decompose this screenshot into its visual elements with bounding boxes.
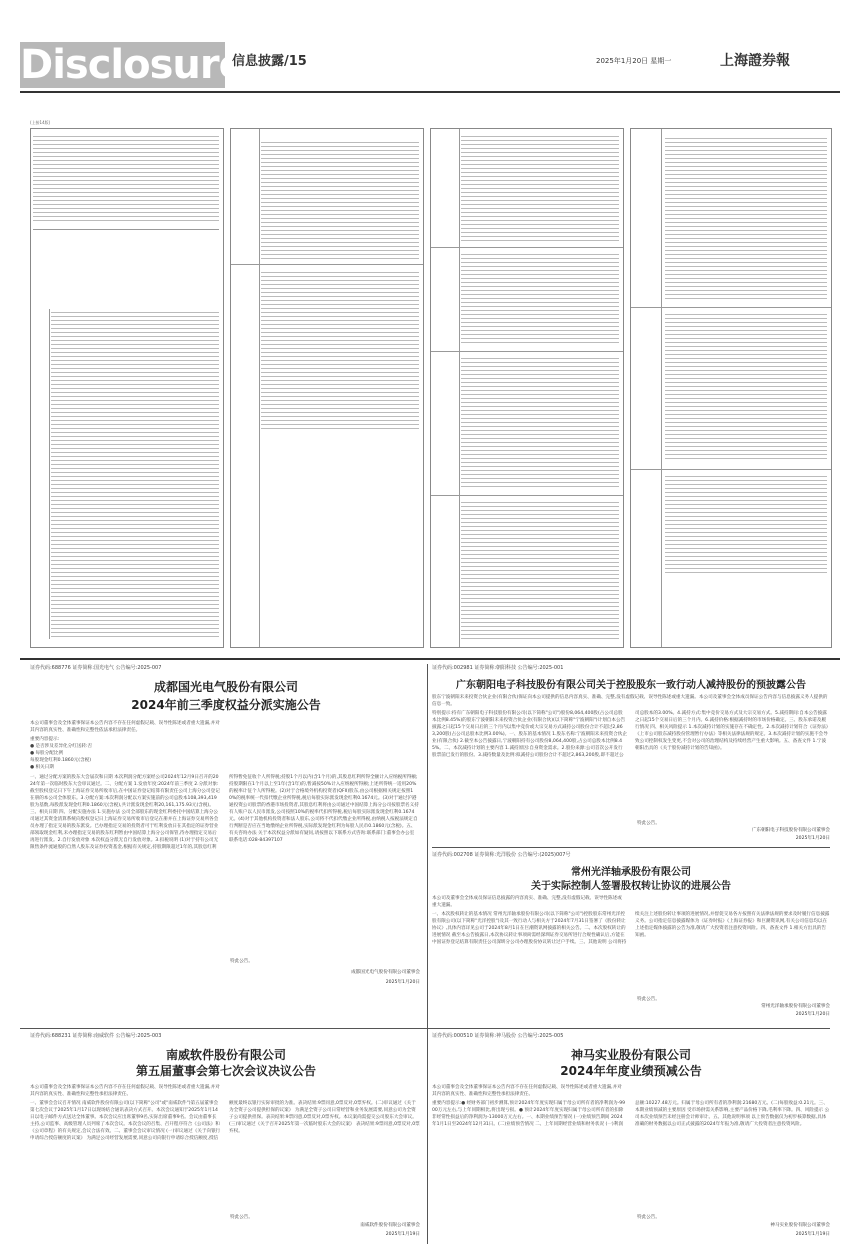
- table-column-2: [230, 128, 424, 648]
- announcement-chaoyang: [432, 664, 830, 844]
- column-divider: [427, 664, 428, 1244]
- announcement-subtitle: 2024年年度业绩预减公告: [560, 1064, 702, 1078]
- masthead-rule: [20, 91, 840, 93]
- announcement-title: 成都国光电气股份有限公司: [153, 680, 298, 694]
- announcement-body: 一、通过分配方案的股东大会届次和日期 本次利润分配方案经公司2024年12月9日召开的2024年第一次临时股东大会审议通过。二、分配方案 1.发放年度:2024年前三季度 2.分派对象:截至股权登记日下午上海证券交易所收市后,在中国证券登记结算有限责任公司上海分公司登记在册的本公司全体股东。3.分配方案:本次利润分配以方案实施前的公司总股本108,393,419股为基数,每股派发现金红利0.1860元(含税),共计派发现金红利20,161,175.93元(含税)。三、相关日期 四、分配实施办法 1.实施办法 公司全部股东的现金红利委托中国结算上海分公司通过其资金清算系统向股权登记日上海证券交易所收市后登记在册并在上海证券交易所各会员办理了指定交易的股东派发。已办理指定交易的投资者可于红利发放日在其指定的证券营业部领取现金红利,未办理指定交易的股东红利暂由中国结算上海分公司保管,待办理指定交易后再进行派发。2.自行发放对象 本次权益分派无自行发放对象。3.扣税说明 (1)对于持有公司无限售条件流通股的自然人股东及证券投资基金,根据有关规定,持股期限超过1年的,其股息红利所得暂免征收个人所得税;持股1个月以内(含1个月)的,其股息红利所得全额计入应纳税所得额;持股期限在1个月以上至1年(含1年)的,暂减按50%计入应纳税所得额;上述所得统一适用20%的税率计征个人所得税。(2)对于合格境外机构投资者(QFII)股东,由公司根据相关规定按照10%的税率统一代扣代缴企业所得税,税后每股实际派发现金红利0.1674元。(3)对于通过沪港通投资公司股票的香港市场投资者,其股息红利将由公司通过中国结算上海分公司按股票名义持有人账户以人民币派发,公司按照10%的税率代扣所得税,税后每股实际派发现金红利0.1674元。(4)对于其他机构投资者和法人股东,公司将不代扣代缴企业所得税,由纳税人按税法规定自行判断是否应在当地缴纳企业所得税,实际派发现金红利为每股人民币0.1860元(含税)。五、有关咨询办法 关于本次权益分派如有疑问,请按照以下联系方式咨询:联系部门:董事会办公室 联系电话:028-84397107: [30, 775, 419, 850]
- announcement-intro: 股东宁波朝阳未来投资合伙企业(有限合伙)保证向本公司提供的信息内容真实、准确、完整,没有虚假记载、误导性陈述或重大遗漏。本公司及董事会全体成员保证公告内容与信息披露义务人提供的信息一致。: [432, 695, 828, 707]
- announcement-body: 重要内容提示:● 经财务部门初步测算,预计2024年年度实现归属于母公司所有者的净利润为-9900万元左右,与上年同期相比,将出现亏损。● 预计2024年年度实现归属于母公司所有者的扣除非经常性损益后的净利润为-13000万元左右。一、本期业绩预告情况 (一)业绩预告期间 2024年1月1日至2024年12月31日。(二)业绩预告情况 二、上年同期经营业绩和财务状况 (一)利润总额:10227.48万元。归属于母公司所有者的净利润:21680万元。(二)每股收益:0.21元。三、本期业绩预减的主要原因 受市场供需关系影响,主要产品价格下降,毛利率下降。四、风险提示 公司本次业绩预告未经注册会计师审计。五、其他说明事项 以上预告数据仅为初步核算数据,具体准确的财务数据以公司正式披露的2024年年报为准,敬请广大投资者注意投资风险。: [432, 1101, 830, 1127]
- announcement-header: 证券代码:688776 证券简称:国光电气 公告编号:2025-007: [30, 665, 162, 671]
- signer: 广东朝阳电子科技股份有限公司董事会: [751, 828, 830, 833]
- newspaper-brand: 上海證券報: [720, 53, 790, 69]
- closing: 特此公告。: [230, 1215, 253, 1220]
- section-divider: [20, 658, 840, 660]
- announcement-body: 特别提示:持有广东朝阳电子科技股份有限公司(以下简称"公司")股份8,064,400股(占公司总股本比例8.45%)的股东宁波朝阳未来投资合伙企业(有限合伙)(以下简称"宁波朝阳")计划自本公告披露之日起15个交易日后的三个月内以集中竞价或大宗交易方式减持公司股份合计不超过2,863,200股(占公司总股本比例3.00%)。一、股东的基本情况 1.股东名称:宁波朝阳未来投资合伙企业(有限合伙) 2.截至本公告披露日,宁波朝阳持有公司股份8,064,400股,占公司总股本比例8.45%。二、本次减持计划的主要内容 1.减持原因:自身资金需求。2.股份来源:公司首次公开发行股票前已发行的股份。3.减持数量及比例:拟减持公司股份合计不超过2,863,200股,即不超过公司总股本的3.00%。4.减持方式:集中竞价交易方式及大宗交易方式。5.减持期间:自本公告披露之日起15个交易日后的三个月内。6.减持价格:根据减持时的市场价格确定。三、股东承诺及履行情况 四、相关风险提示 1.本次减持计划的实施存在不确定性。2.本次减持计划符合《证券法》《上市公司股东减持股份管理暂行办法》等相关法律法规的规定。3.本次减持计划的实施不会导致公司控制权发生变更,不会对公司的治理结构及持续经营产生重大影响。五、备查文件 1.宁波朝阳出具的《关于股份减持计划的告知函》。: [432, 711, 829, 758]
- continued-table-region: [30, 120, 830, 650]
- announcement-header: 证券代码:688231 证券简称:南威软件 公告编号:2025-003: [30, 1033, 162, 1039]
- announcement-intro: 本公司董事会及全体董事保证本公告内容不存在任何虚假记载、误导性陈述或者重大遗漏,并对其内容的真实性、准确性和完整性承担法律责任。: [432, 1085, 622, 1097]
- announcement-intro: 本公司董事会及全体董事保证本公告内容不存在任何虚假记载、误导性陈述或者重大遗漏,并对其内容的真实性、准确性和完整性依法承担法律责任。: [30, 721, 220, 733]
- announcement-header: 证券代码:000510 证券简称:神马股份 公告编号:2025-005: [432, 1033, 564, 1039]
- signer: 南威软件股份有限公司董事会: [360, 1223, 420, 1228]
- table-column-1: [30, 128, 224, 648]
- signer: 成都国光电气股份有限公司董事会: [351, 970, 420, 975]
- announcement-header: 证券代码:002981 证券简称:朝阳科技 公告编号:2025-001: [432, 665, 564, 671]
- announcement-header: 证券代码:002708 证券简称:光洋股份 公告编号:(2025)007号: [432, 852, 571, 858]
- key-item: ● 是否涉及差异化分红送转:否: [30, 744, 93, 749]
- announcement-intro: 本公司及董事会全体成员保证信息披露的内容真实、准确、完整,没有虚假记载、误导性陈述或重大遗漏。: [432, 896, 622, 908]
- announcement-title: 广东朝阳电子科技股份有限公司关于控股股东一致行动人减持股份的预披露公告: [456, 680, 806, 691]
- continued-label: (上接14版): [30, 120, 51, 125]
- closing: 特此公告。: [637, 821, 660, 826]
- announcement-title: 神马实业股份有限公司: [570, 1048, 691, 1062]
- signing-date: 2025年1月20日: [385, 980, 420, 985]
- signing-date: 2025年1月19日: [795, 1232, 830, 1237]
- announcement-title: 南威软件股份有限公司: [165, 1048, 286, 1062]
- signing-date: 2025年1月19日: [385, 1232, 420, 1237]
- announcement-divider: [432, 847, 830, 848]
- issue-date: 2025年1月20日 星期一: [596, 57, 672, 65]
- closing: 特此公告。: [637, 997, 660, 1002]
- table-column-3: [430, 128, 624, 648]
- announcement-subtitle: 关于实际控制人签署股权转让协议的进展公告: [531, 881, 731, 892]
- masthead-wordmark: Disclosure: [20, 42, 245, 88]
- key-item: 每股现金红利0.1860元(含税): [30, 758, 92, 763]
- signer: 常州光洋轴承股份有限公司董事会: [761, 1004, 830, 1009]
- announcement-body: 一、本次股权转让的基本情况 常州光洋轴承股份有限公司(以下简称"公司")控股股东常州光洋控股有限公司(以下简称"光洋控股")及其一致行动人与相关方于2024年7月31日签署了《股份转让协议》,具体内容详见公司于2024年8月1日在巨潮资讯网披露的相关公告。二、本次股权转让的进展情况 截至本公告披露日,本次协议转让事项尚需经深圳证券交易所进行合规性确认后,方能在中国证券登记结算有限责任公司深圳分公司办理股份协议转让过户手续。三、其他说明 公司将持续关注上述股份转让事项的进展情况,并督促交易各方按照有关法律法规的要求及时履行信息披露义务。公司指定信息披露媒体为《证券时报》《上海证券报》和巨潮资讯网,有关公司信息均以在上述指定媒体披露的公告为准,敬请广大投资者注意投资风险。四、备查文件 1.相关方出具的告知函。: [432, 912, 830, 945]
- announcement-title: 常州光洋轴承股份有限公司: [571, 867, 691, 878]
- signer: 神马实业股份有限公司董事会: [770, 1223, 830, 1228]
- announcement-body: 一、董事会会议召开情况 南威软件股份有限公司(以下简称"公司"或"南威软件")第五届董事会第七次会议于2025年1月17日以现场结合通讯表决方式召开。本次会议通知于2025年1月14日以电子邮件方式送达全体董事。本次会议应出席董事9名,实际出席董事9名。会议由董事长主持,公司监事、高级管理人员列席了本次会议。本次会议的召集、召开程序符合《公司法》和《公司章程》的有关规定,会议合法有效。二、董事会会议审议情况 (一)审议通过《关于向银行申请综合授信额度的议案》 为满足公司经营发展需要,同意公司向银行申请综合授信额度,授信额度最终以银行实际审批的为准。表决结果:9票同意,0票反对,0票弃权。(二)审议通过《关于为全资子公司提供担保的议案》 为满足全资子公司日常经营和业务发展需要,同意公司为全资子公司提供担保。表决结果:9票同意,0票反对,0票弃权。本议案尚需提交公司股东大会审议。(三)审议通过《关于召开2025年第一次临时股东大会的议案》 表决结果:9票同意,0票反对,0票弃权。: [30, 1101, 420, 1141]
- signing-date: 2025年1月20日: [795, 836, 830, 841]
- closing: 特此公告。: [637, 1215, 660, 1220]
- key-item: ● 每股分配比例: [30, 751, 64, 756]
- signing-date: 2025年1月20日: [795, 1012, 830, 1017]
- key-item: ● 相关日期: [30, 765, 54, 770]
- section-title: 信息披露/15: [232, 54, 307, 69]
- announcement-subtitle: 2024年前三季度权益分派实施公告: [131, 698, 321, 712]
- table-column-4: [630, 128, 832, 648]
- announcement-subtitle: 第五届董事会第七次会议决议公告: [135, 1064, 316, 1078]
- closing: 特此公告。: [230, 959, 253, 964]
- announcement-intro: 本公司董事会及全体董事保证本公告内容不存在任何虚假记载、误导性陈述或者重大遗漏,并对其内容的真实性、准确性和完整性承担法律责任。: [30, 1085, 220, 1097]
- key-heading: 重要内容提示:: [30, 737, 60, 742]
- announcement-divider: [20, 1028, 830, 1029]
- announcement-guoguang: [30, 664, 422, 1024]
- announcement-shenma: [432, 1032, 830, 1244]
- announcement-guangyang: [432, 851, 830, 1021]
- announcement-nanwei: [30, 1032, 422, 1244]
